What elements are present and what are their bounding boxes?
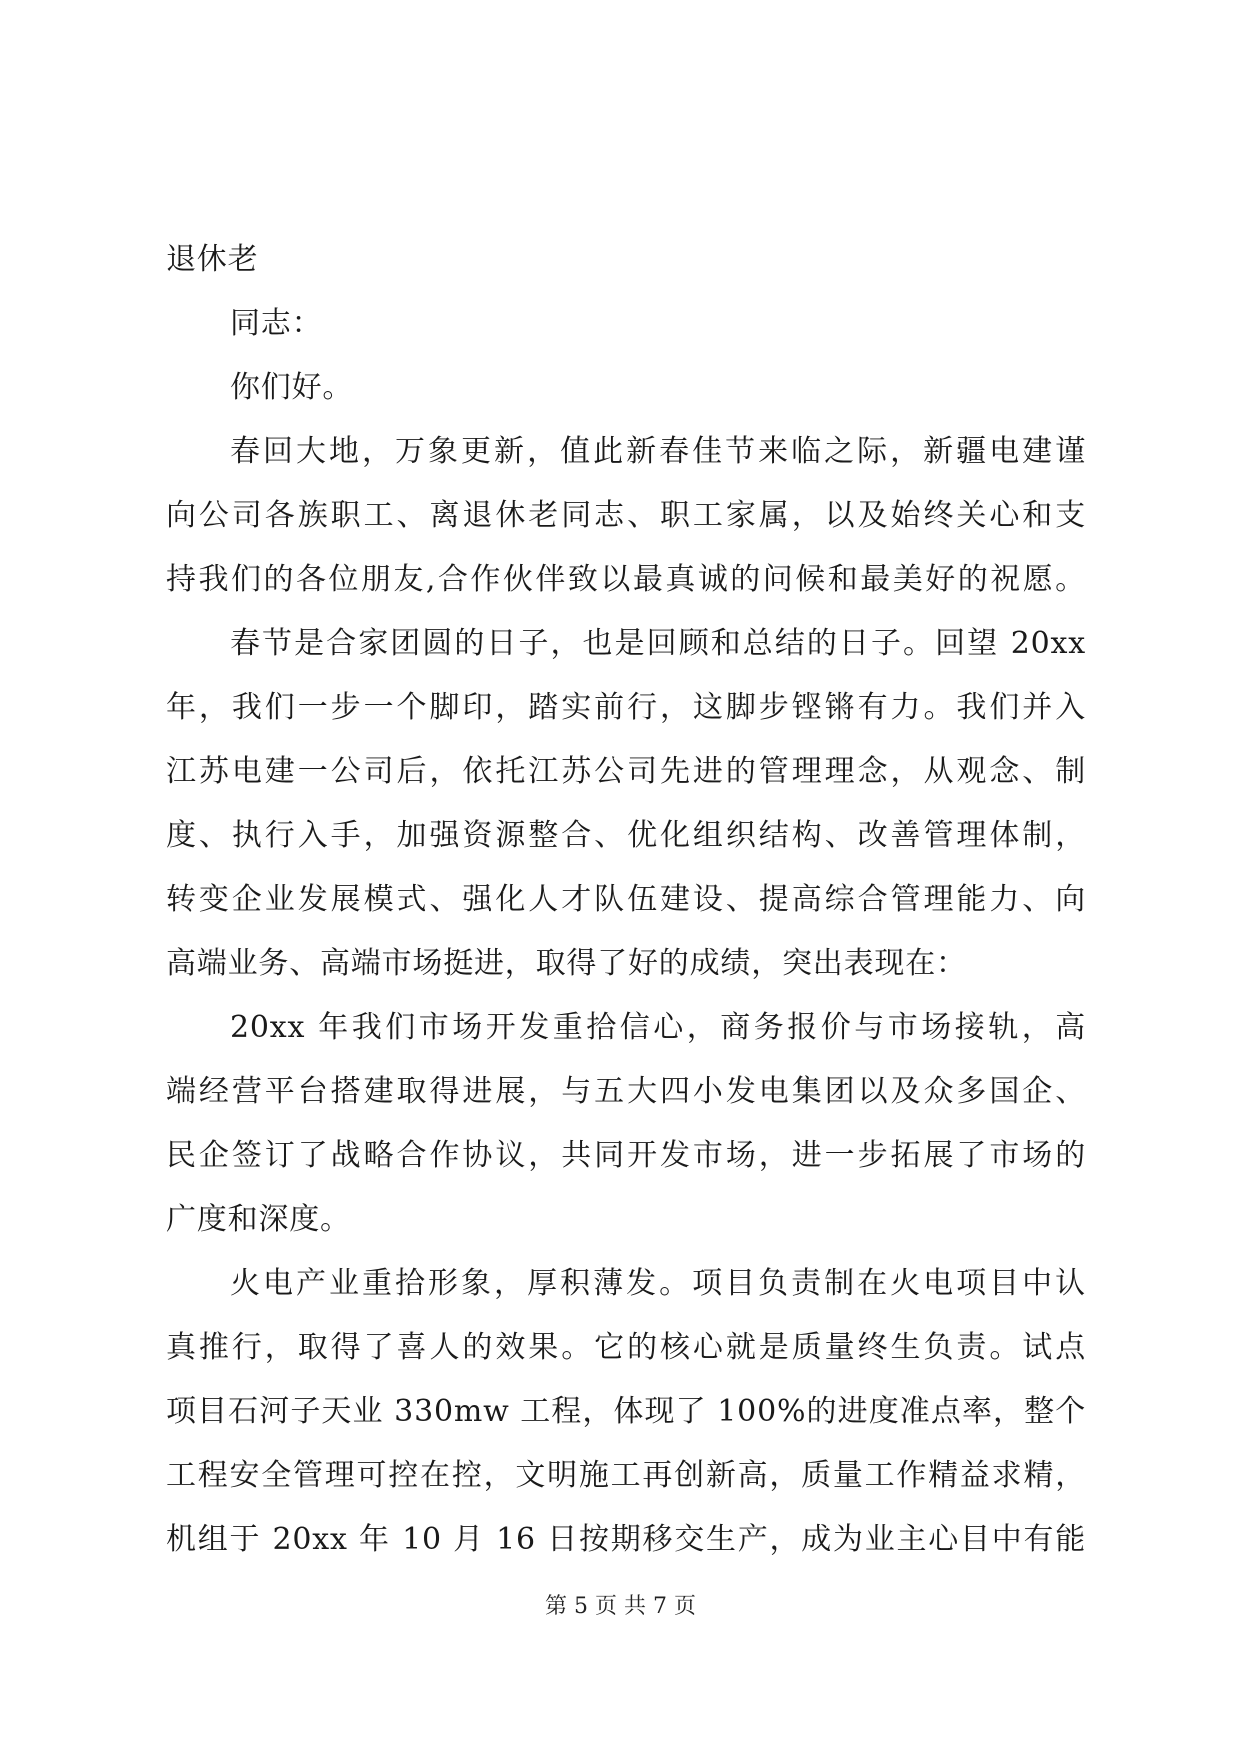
text-line: 高端业务、高端市场挺进，取得了好的成绩，突出表现在：	[166, 946, 967, 981]
text-line: 项目石河子天业 330mw 工程，体现了 100%的进度准点率，整个	[166, 1394, 1086, 1429]
text-line: 广度和深度。	[166, 1202, 351, 1237]
page-number-footer: 第 5 页 共 7 页	[545, 1594, 696, 1619]
text-line: 火电产业重拾形象，厚积薄发。项目负责制在火电项目中认	[230, 1266, 1086, 1301]
text-line: 持我们的各位朋友,合作伙伴致以最真诚的问候和最美好的祝愿。	[166, 562, 1086, 597]
text-line: 江苏电建一公司后，依托江苏公司先进的管理理念，从观念、制	[166, 754, 1086, 789]
text-line: 退休老	[166, 242, 259, 277]
text-line: 机组于 20xx 年 10 月 16 日按期移交生产，成为业主心目中有能	[166, 1522, 1087, 1557]
text-line: 真推行，取得了喜人的效果。它的核心就是质量终生负责。试点	[166, 1330, 1086, 1365]
text-line: 春节是合家团圆的日子，也是回顾和总结的日子。回望 20xx	[230, 626, 1086, 661]
text-line: 民企签订了战略合作协议，共同开发市场，进一步拓展了市场的	[166, 1138, 1086, 1173]
text-line: 度、执行入手，加强资源整合、优化组织结构、改善管理体制，	[166, 818, 1086, 853]
text-line: 同志：	[230, 306, 323, 341]
text-line: 20xx 年我们市场开发重拾信心，商务报价与市场接轨，高	[230, 1010, 1086, 1045]
document-body	[166, 228, 1086, 1572]
text-line: 向公司各族职工、离退休老同志、职工家属，以及始终关心和支	[166, 498, 1086, 533]
text-line: 端经营平台搭建取得进展，与五大四小发电集团以及众多国企、	[166, 1074, 1086, 1109]
text-line: 工程安全管理可控在控，文明施工再创新高，质量工作精益求精，	[166, 1458, 1086, 1493]
text-line: 你们好。	[230, 370, 354, 405]
text-line: 转变企业发展模式、强化人才队伍建设、提高综合管理能力、向	[166, 882, 1086, 917]
text-line: 年，我们一步一个脚印，踏实前行，这脚步铿锵有力。我们并入	[166, 690, 1086, 725]
text-line: 春回大地，万象更新，值此新春佳节来临之际，新疆电建谨	[230, 434, 1086, 469]
